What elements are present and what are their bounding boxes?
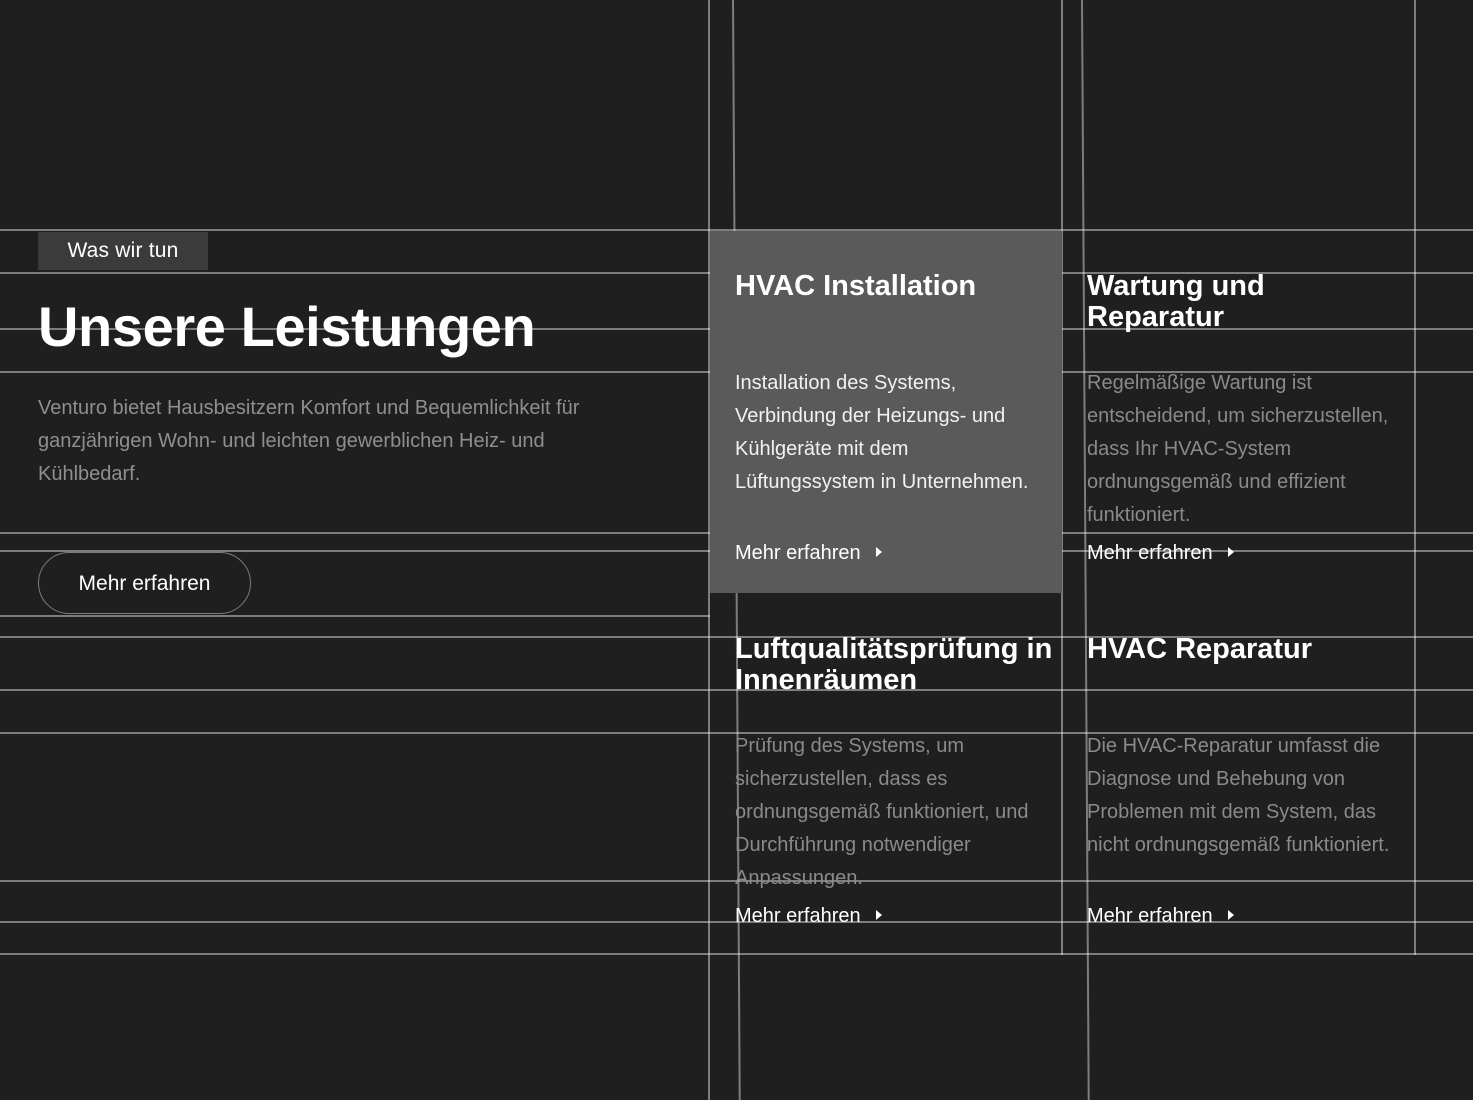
caret-right-icon bbox=[876, 547, 882, 557]
guide-line-horizontal bbox=[0, 615, 710, 617]
service-card-hvac-installation[interactable] bbox=[710, 231, 1062, 593]
service-link-label: Mehr erfahren bbox=[1087, 905, 1213, 927]
service-card-indoor-air-quality[interactable] bbox=[710, 594, 1062, 956]
service-description: Regelmäßige Wartung ist entscheidend, um sicherzustellen, dass Ihr HVAC-System ordnungsgemäß und effizient funktioniert. bbox=[1087, 372, 1389, 526]
section-description: Venturo bietet Hausbesitzern Komfort und Bequemlichkeit für ganzjährigen Wohn- und leichten gewerblichen Heiz- und Kühlbedarf. bbox=[38, 397, 580, 485]
service-title: HVAC Installation bbox=[735, 270, 977, 302]
service-title: Luftqualitätsprüfung in Innenräumen bbox=[735, 633, 1053, 696]
caret-right-icon bbox=[876, 910, 882, 920]
service-link[interactable] bbox=[1087, 902, 1234, 930]
caret-right-icon bbox=[1228, 547, 1234, 557]
service-link[interactable] bbox=[1087, 539, 1234, 567]
caret-right-icon bbox=[1228, 910, 1234, 920]
service-link-label: Mehr erfahren bbox=[735, 905, 861, 927]
service-link[interactable] bbox=[735, 539, 882, 567]
service-card-maintenance-repair[interactable] bbox=[1062, 231, 1414, 593]
service-link-label: Mehr erfahren bbox=[1087, 542, 1213, 564]
section-kicker: Was wir tun bbox=[38, 232, 208, 270]
service-title: Wartung und Reparatur bbox=[1087, 270, 1265, 333]
learn-more-button[interactable]: Mehr erfahren bbox=[38, 552, 251, 614]
section-title: Unsere Leistungen bbox=[38, 295, 536, 358]
service-description: Installation des Systems, Verbindung der Heizungs- und Kühlgeräte mit dem Lüftungssystem in Unternehmen. bbox=[735, 372, 1029, 493]
service-link-label: Mehr erfahren bbox=[735, 542, 861, 564]
service-title: HVAC Reparatur bbox=[1087, 633, 1313, 665]
service-card-hvac-repair[interactable] bbox=[1062, 594, 1414, 956]
guide-line-vertical bbox=[1414, 0, 1416, 955]
service-description: Die HVAC-Reparatur umfasst die Diagnose und Behebung von Problemen mit dem System, das nicht ordnungsgemäß funktioniert. bbox=[1087, 735, 1390, 856]
service-link[interactable] bbox=[735, 902, 882, 930]
service-description: Prüfung des Systems, um sicherzustellen, dass es ordnungsgemäß funktioniert, und Durchführung notwendiger Anpassungen. bbox=[735, 735, 1029, 889]
